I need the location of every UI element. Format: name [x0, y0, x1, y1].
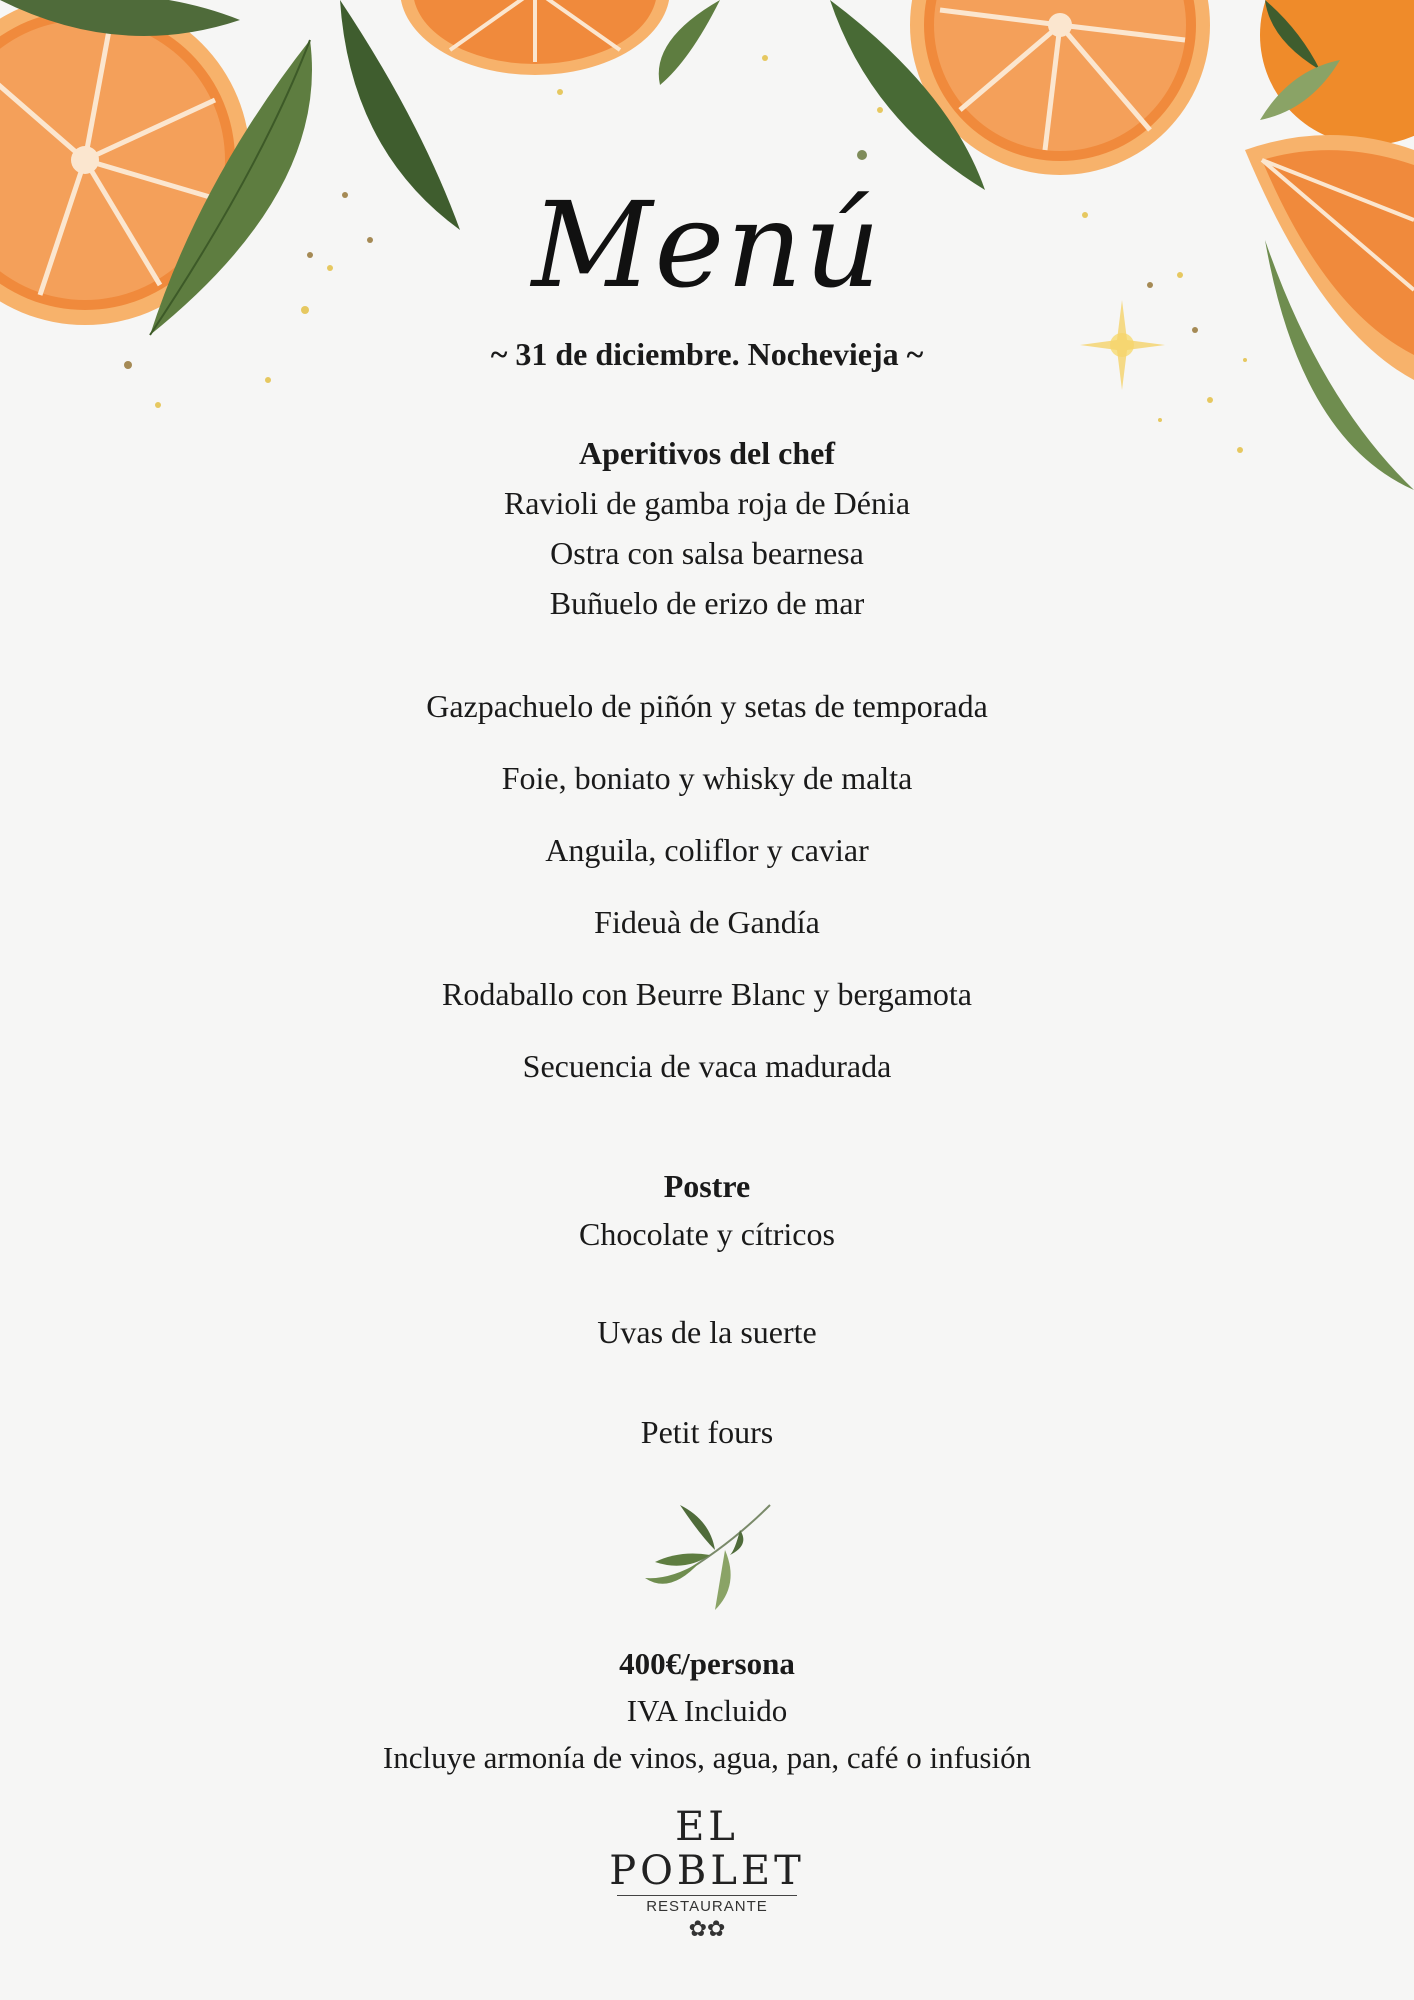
course-item: Anguila, coliflor y caviar	[545, 832, 869, 868]
tax-note: IVA Incluido	[626, 1693, 788, 1728]
pricing-section	[0, 1640, 1414, 1781]
aperitivo-item: Ravioli de gamba roja de Dénia	[503, 485, 911, 521]
includes-note: Incluye armonía de vinos, agua, pan, café o infusión	[382, 1740, 1032, 1775]
aperitivo-item: Buñuelo de erizo de mar	[549, 585, 865, 621]
postre-section	[0, 1162, 1414, 1258]
postre-item: Chocolate y cítricos	[579, 1216, 835, 1252]
extra-item-1	[0, 1308, 1414, 1356]
price: 400€/persona	[619, 1646, 795, 1681]
aperitivos-section	[0, 428, 1414, 628]
menu-subtitle: ~ 31 de diciembre. Nochevieja ~	[490, 336, 924, 372]
extra-item-2	[0, 1408, 1414, 1456]
course-item: Rodaballo con Beurre Blanc y bergamota	[442, 976, 972, 1012]
aperitivo-item: Ostra con salsa bearnesa	[550, 535, 864, 571]
course-item: Fideuà de Gandía	[594, 904, 820, 940]
aperitivos-title: Aperitivos del chef	[579, 435, 835, 471]
logo-divider	[617, 1895, 797, 1896]
leaf-icon	[659, 0, 720, 85]
course-item: Foie, boniato y whisky de malta	[501, 760, 913, 796]
extra-item: Petit fours	[640, 1414, 774, 1450]
michelin-stars-icon: ✿✿	[688, 1917, 726, 1942]
course-item: Gazpachuelo de piñón y setas de temporada	[426, 688, 988, 724]
extra-item: Uvas de la suerte	[597, 1314, 817, 1350]
menu-title: Menú	[531, 176, 883, 314]
postre-title: Postre	[663, 1168, 751, 1204]
courses-section	[0, 670, 1414, 1102]
course-item: Secuencia de vaca madurada	[522, 1048, 892, 1084]
logo-subtitle: RESTAURANTE	[646, 1898, 768, 1915]
orange-slice-icon	[400, 0, 670, 75]
restaurant-logo	[577, 1805, 837, 1944]
olive-sprig-icon	[640, 1500, 780, 1615]
logo-name: EL POBLET	[609, 1804, 805, 1894]
